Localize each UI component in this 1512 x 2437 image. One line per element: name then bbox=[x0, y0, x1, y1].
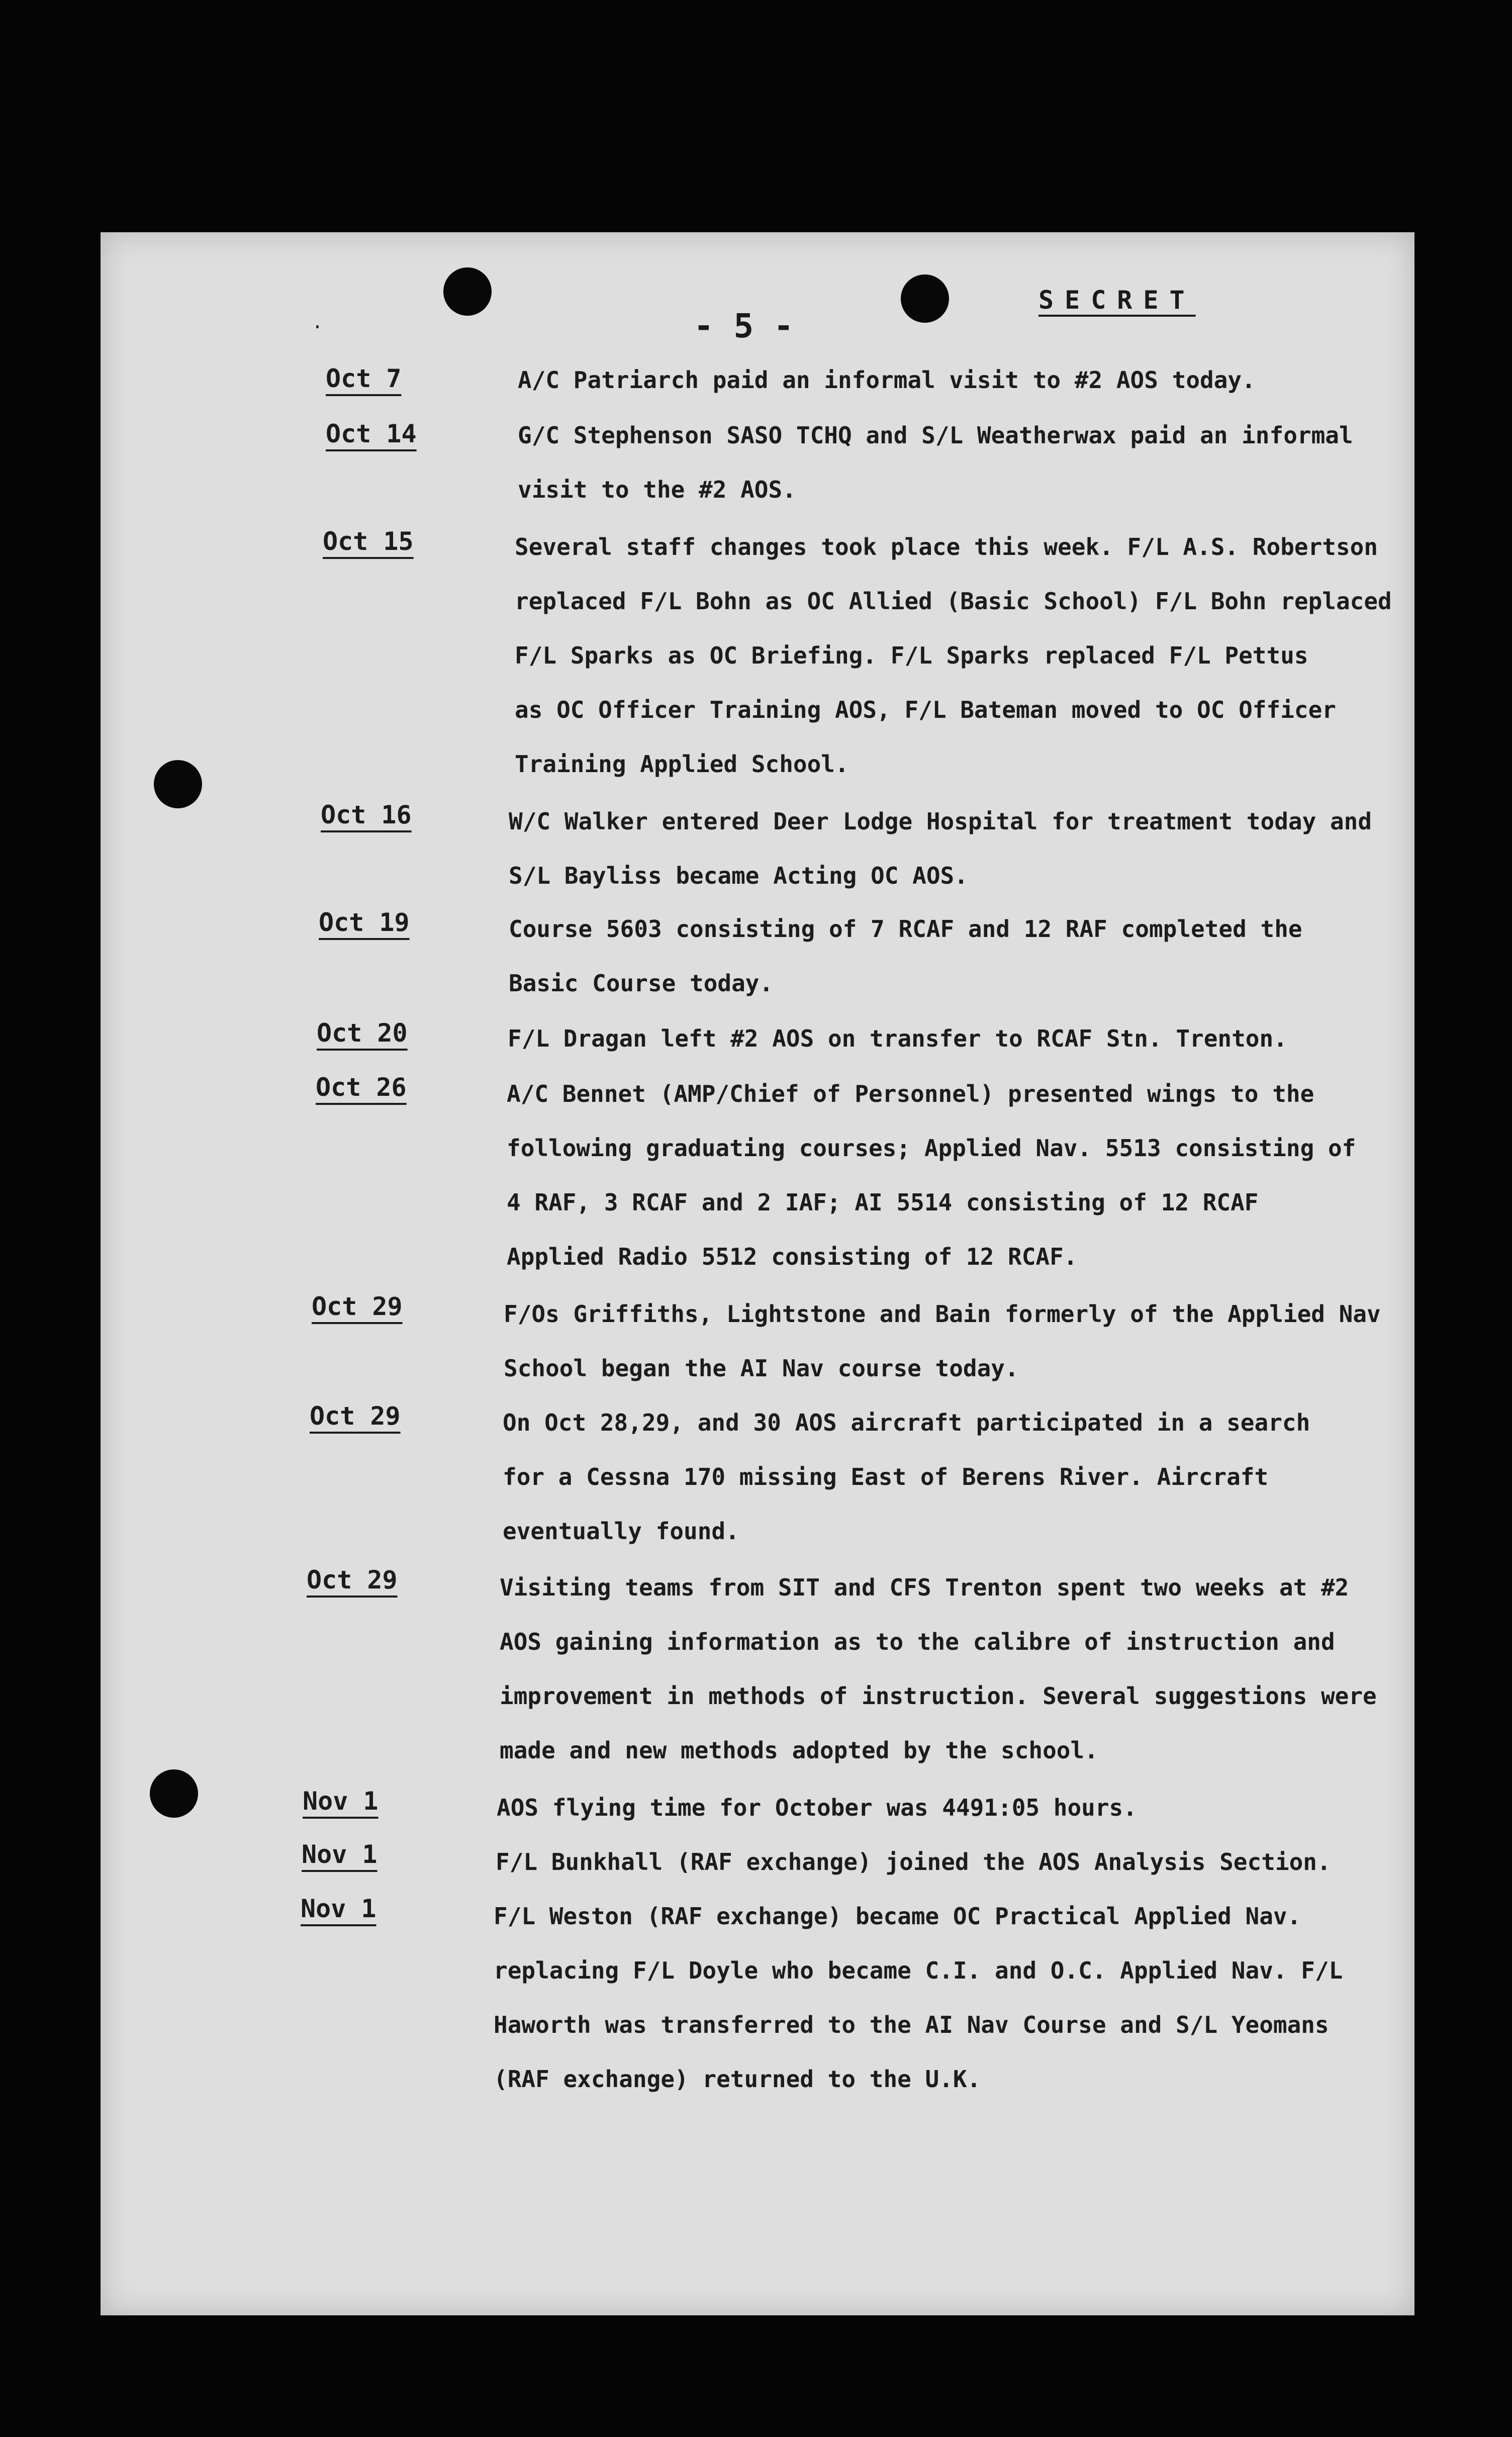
classification-label: SECRET bbox=[1038, 286, 1196, 315]
entry-date: Oct 7 bbox=[326, 364, 402, 393]
entry-date: Oct 14 bbox=[326, 419, 417, 448]
entry-date: Oct 29 bbox=[310, 1401, 401, 1431]
entry-date: Oct 26 bbox=[316, 1073, 407, 1102]
entry-date: Oct 16 bbox=[321, 800, 412, 829]
entry-text: W/C Walker entered Deer Lodge Hospital for treatment today and S/L Bayliss became Acting OC AOS. bbox=[509, 808, 1372, 889]
entry-text: Several staff changes took place this week. F/L A.S. Robertson replaced F/L Bohn as OC Allied (Basic School) F/L Bohn replaced F/L Sparks as OC Briefing. F/L Sparks replaced F/L Pettus as OC Officer Training AOS, F/L Bateman moved to OC Officer Training Applied School. bbox=[515, 533, 1392, 778]
entry-text: AOS flying time for October was 4491:05 hours. bbox=[497, 1794, 1137, 1821]
entry-text: F/L Weston (RAF exchange) became OC Practical Applied Nav. replacing F/L Doyle who became C.I. and O.C. Applied Nav. F/L Haworth was transferred to the AI Nav Course and S/L Yeomans (RAF exchange) returned to the U.K. bbox=[494, 1903, 1343, 2093]
page-number: - 5 - bbox=[694, 307, 794, 345]
entry-text: Visiting teams from SIT and CFS Trenton spent two weeks at #2 AOS gaining information as to the calibre of instruction and improvement in methods of instruction. Several suggestions were made and new methods adopted by the school. bbox=[500, 1574, 1377, 1764]
entry-text: F/L Bunkhall (RAF exchange) joined the AOS Analysis Section. bbox=[496, 1848, 1331, 1876]
entry-date: Oct 15 bbox=[323, 527, 414, 556]
entry-text: F/Os Griffiths, Lightstone and Bain formerly of the Applied Nav School began the AI Nav course today. bbox=[504, 1300, 1381, 1382]
entry-text: G/C Stephenson SASO TCHQ and S/L Weatherwax paid an informal visit to the #2 AOS. bbox=[518, 422, 1353, 503]
entry-date: Oct 29 bbox=[307, 1565, 398, 1595]
entry-date: Nov 1 bbox=[301, 1894, 376, 1923]
entry-text: A/C Bennet (AMP/Chief of Personnel) presented wings to the following graduating courses; Applied Nav. 5513 consisting of 4 RAF, 3 RCAF and 2 IAF; AI 5514 consisting of 12 RCAF Applied Radio 5512 consisting of 12 RCAF. bbox=[507, 1080, 1356, 1270]
punch-hole-top-right bbox=[901, 274, 949, 323]
entry-date: Oct 29 bbox=[312, 1292, 403, 1321]
entry-date: Oct 20 bbox=[317, 1018, 408, 1048]
punch-hole-left-middle bbox=[154, 760, 202, 808]
entry-text: On Oct 28,29, and 30 AOS aircraft participated in a search for a Cessna 170 missing East of Berens River. Aircraft eventually found. bbox=[503, 1409, 1310, 1545]
entry-date: Nov 1 bbox=[302, 1840, 377, 1869]
punch-hole-top-left bbox=[443, 267, 492, 316]
entry-text: F/L Dragan left #2 AOS on transfer to RCAF Stn. Trenton. bbox=[508, 1025, 1287, 1052]
punch-hole-left-bottom bbox=[150, 1769, 198, 1818]
entry-date: Nov 1 bbox=[303, 1787, 379, 1816]
entry-text: A/C Patriarch paid an informal visit to #2 AOS today. bbox=[518, 366, 1256, 394]
entry-text: Course 5603 consisting of 7 RCAF and 12 RAF completed the Basic Course today. bbox=[509, 915, 1302, 997]
corner-mark: . bbox=[312, 311, 323, 333]
entry-date: Oct 19 bbox=[319, 908, 410, 937]
